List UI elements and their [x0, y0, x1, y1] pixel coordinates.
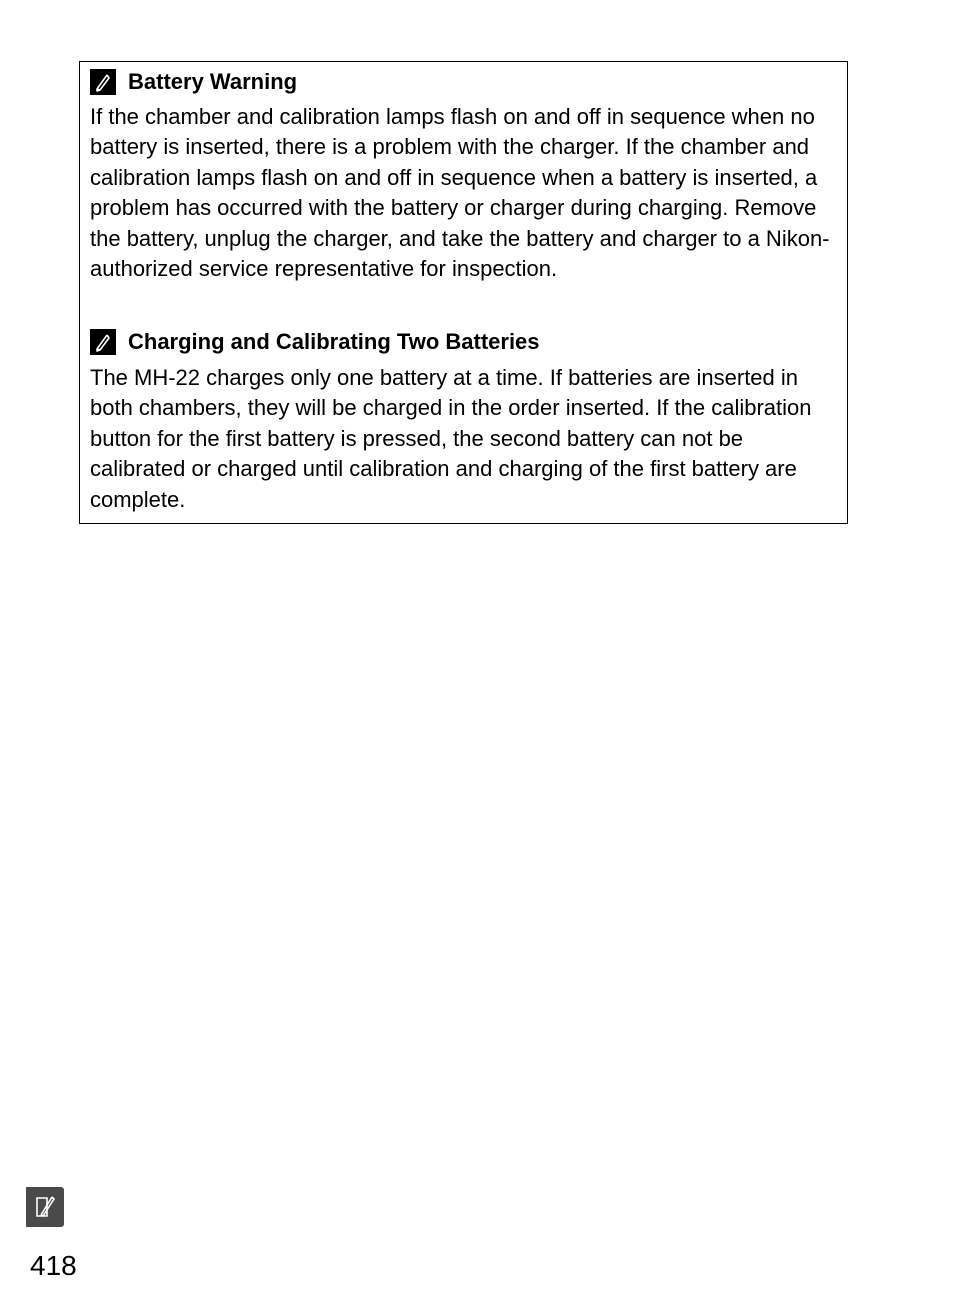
note-title: Charging and Calibrating Two Batteries: [128, 329, 540, 354]
notes-box: [79, 61, 848, 524]
page-number: 418: [30, 1250, 77, 1281]
note-header-two-batteries: [90, 328, 540, 356]
note-body: If the chamber and calibration lamps flash on and off in sequence when no battery is inserted, there is a problem with the charger. If the chamber and calibration lamps flash on and off in sequence when a battery is inserted, a problem has occurred with the battery or charger during charging. Remove the battery, unplug the charger, and take the battery and charger to a Nikon-authorized service representative for inspection.: [90, 104, 830, 282]
pencil-note-icon: [90, 329, 116, 355]
technical-notes-icon: [26, 1187, 64, 1227]
pencil-note-icon: [90, 69, 116, 95]
note-body: The MH-22 charges only one battery at a time. If batteries are inserted in both chambers, they will be charged in the order inserted. If the calibration button for the first battery is pressed, the second battery can not be calibrated or charged until calibration and charging of the first battery are complete.: [90, 365, 812, 512]
note-header-battery-warning: [90, 68, 297, 96]
note-title: Battery Warning: [128, 69, 298, 94]
